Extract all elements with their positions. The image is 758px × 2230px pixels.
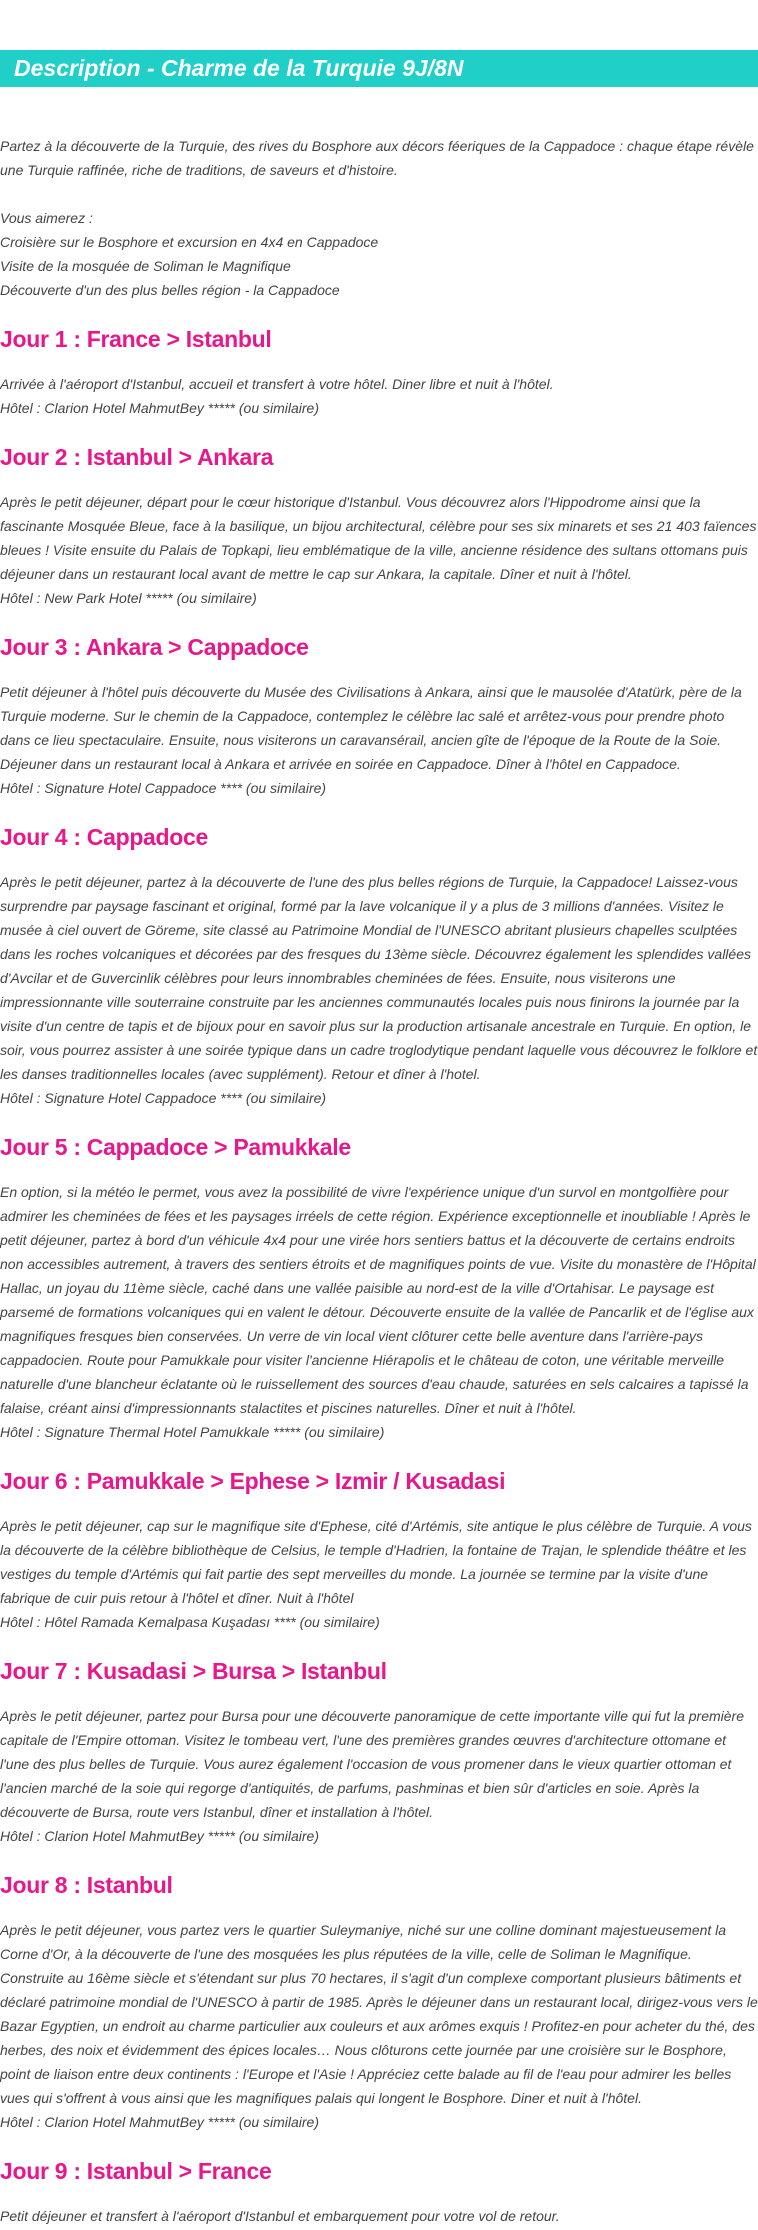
day-title: Jour 4 : Cappadoce [0, 824, 209, 850]
day-description: Après le petit déjeuner, vous partez vers le quartier Suleymaniye, niché sur une colline dominant majestueusement la Corne d'Or, à la découverte de l'une des mosquées les plus réputées de la ville, celle de Soliman le Magnifique. Construite au 16ème siècle et s'étendant sur plus 70 hectares, il s'agit d'un complexe comportant plusieurs bâtiments et déclaré patrimoine mondial de l'UNESCO à partir de 1985. Après le déjeuner dans un restaurant local, dirigez-vous vers le Bazar Egyptien, un endroit au charme particulier aux couleurs et aux arômes exquis ! Profitez-en pour acheter du thé, des herbes, des noix et évidemment des épices locales… Nous clôturons cette journée par une croisière sur le Bosphore, point de liaison entre deux continents : l'Europe et l'Asie ! Appréciez cette balade au fil de l'eau pour admirer les belles vues qui s'offrent à vous ainsi que les magnifiques palais qui longent le Bosphore. Diner et nuit à l'hôtel. [0, 1922, 758, 2106]
day-hotel: Hôtel : New Park Hotel ***** (ou similaire) [0, 590, 257, 606]
day-title: Jour 3 : Ankara > Cappadoce [0, 634, 309, 660]
day-section-6 [0, 1466, 758, 1634]
day-description: En option, si la météo le permet, vous avez la possibilité de vivre l'expérience unique d'un survol en montgolfière pour admirer les cheminées de fées et les paysages irréels de cette région. Expérience exceptionnelle et inoubliable ! Après le petit déjeuner, partez à bord d'un véhicule 4x4 pour une virée hors sentiers battus et la découverte de certains endroits non accessibles autrement, à travers des sentiers étroits et de magnifiques points de vue. Visite du monastère de l'Hôpital Hallac, un joyau du 11ème siècle, caché dans une vallée paisible au nord-est de la ville d'Ortahisar. Le paysage est parsemé de formations volcaniques qui en valent le détour. Découverte ensuite de la vallée de Pancarlik et de l'église aux magnifiques fresques bien conservées. Un verre de vin local vient clôturer cette belle aventure dans l'arrière-pays cappadocien. Route pour Pamukkale pour visiter l'ancienne Hiérapolis et le château de coton, une véritable merveille naturelle d'une blancheur éclatante où le ruissellement des sources d'eau chaude, saturées en sels calcaires a tapissé la falaise, créant ainsi d'impressionnants stalactites et piscines naturelles. Dîner et nuit à l'hôtel. [0, 1184, 756, 1416]
vous-aimerez-label: Vous aimerez : [0, 210, 93, 226]
day-hotel: Hôtel : Hôtel Ramada Kemalpasa Kuşadası **** (ou similaire) [0, 1614, 380, 1630]
day-section-3 [0, 632, 758, 800]
description-banner: Description - Charme de la Turquie 9J/8N [0, 50, 758, 87]
day-hotel: Hôtel : Signature Thermal Hotel Pamukkale ***** (ou similaire) [0, 1424, 385, 1440]
day-section-8 [0, 1870, 758, 2134]
day-title: Jour 8 : Istanbul [0, 1872, 173, 1898]
day-hotel: Hôtel : Clarion Hotel MahmutBey ***** (ou similaire) [0, 1828, 320, 1844]
day-title: Jour 7 : Kusadasi > Bursa > Istanbul [0, 1658, 387, 1684]
highlight-item: Croisière sur le Bosphore et excursion en 4x4 en Cappadoce [0, 234, 379, 250]
day-title: Jour 2 : Istanbul > Ankara [0, 444, 274, 470]
day-section-7 [0, 1656, 758, 1848]
highlight-item: Visite de la mosquée de Soliman le Magnifique [0, 258, 291, 274]
day-title: Jour 1 : France > Istanbul [0, 326, 272, 352]
day-hotel: Hôtel : Signature Hotel Cappadoce **** (ou similaire) [0, 780, 327, 796]
day-section-2 [0, 442, 758, 610]
day-title: Jour 5 : Cappadoce > Pamukkale [0, 1134, 351, 1160]
highlight-item: Découverte d'un des plus belles région - la Cappadoce [0, 282, 340, 298]
day-description: Arrivée à l'aéroport d'Istanbul, accueil et transfert à votre hôtel. Diner libre et nuit à l'hôtel. [0, 376, 554, 392]
day-description: Petit déjeuner et transfert à l'aéroport d'Istanbul et embarquement pour votre vol de retour. [0, 2208, 560, 2224]
intro-section [0, 134, 758, 302]
day-description: Après le petit déjeuner, cap sur le magnifique site d'Ephese, cité d'Artémis, site antique le plus célèbre de Turquie. A vous la découverte de la célèbre bibliothèque de Celsius, le temple d'Hadrien, la fontaine de Trajan, le splendide théâtre et les vestiges du temple d'Artémis qui fait partie des sept merveilles du monde. La journée se termine par la visite d'une fabrique de cuir puis retour à l'hôtel et dîner. Nuit à l'hôtel [0, 1518, 752, 1606]
day-title: Jour 6 : Pamukkale > Ephese > Izmir / Kusadasi [0, 1468, 506, 1494]
day-section-1 [0, 324, 758, 420]
day-description: Petit déjeuner à l'hôtel puis découverte du Musée des Civilisations à Ankara, ainsi que le mausolée d'Atatürk, père de la Turquie moderne. Sur le chemin de la Cappadoce, contemplez le célèbre lac salé et arrêtez-vous pour prendre photo dans ce lieu spectaculaire. Ensuite, nous visiterons un caravansérail, ancien gîte de l'époque de la Route de la Soie. Déjeuner dans un restaurant local à Ankara et arrivée en soirée en Cappadoce. Dîner à l'hôtel en Cappadoce. [0, 684, 742, 772]
day-description: Après le petit déjeuner, départ pour le cœur historique d'Istanbul. Vous découvrez alors l'Hippodrome ainsi que la fascinante Mosquée Bleue, face à la basilique, un bijou architectural, célèbre pour ses six minarets et ses 21 403 faïences bleues ! Visite ensuite du Palais de Topkapi, lieu emblématique de la ville, ancienne résidence des sultans ottomans puis déjeuner dans un restaurant local avant de mettre le cap sur Ankara, la capitale. Dîner et nuit à l'hôtel. [0, 494, 757, 582]
intro-paragraph: Partez à la découverte de la Turquie, des rives du Bosphore aux décors féeriques de la Cappadoce : chaque étape révèle une Turquie raffinée, riche de traditions, de saveurs et d'histoire. [0, 138, 754, 178]
day-hotel: Hôtel : Clarion Hotel MahmutBey ***** (ou similaire) [0, 400, 320, 416]
day-hotel: Hôtel : Signature Hotel Cappadoce **** (ou similaire) [0, 1090, 327, 1106]
day-description: Après le petit déjeuner, partez pour Bursa pour une découverte panoramique de cette importante ville qui fut la première capitale de l'Empire ottoman. Visitez le tombeau vert, l'une des premières grandes œuvres d'architecture ottomane et l'une des plus belles de Turquie. Vous aurez également l'occasion de vous promener dans le vieux quartier ottoman et l'ancien marché de la soie qui regorge d'antiquités, de parfums, pashminas et bien sûr d'articles en soie. Après la découverte de Bursa, route vers Istanbul, dîner et installation à l'hôtel. [0, 1708, 744, 1820]
day-title: Jour 9 : Istanbul > France [0, 2158, 272, 2184]
day-section-5 [0, 1132, 758, 1444]
day-section-4 [0, 822, 758, 1110]
day-description: Après le petit déjeuner, partez à la découverte de l'une des plus belles régions de Turquie, la Cappadoce! Laissez-vous surprendre par paysage fascinant et original, formé par la lave volcanique il y a plus de 3 millions d'années. Visitez le musée à ciel ouvert de Göreme, site classé au Patrimoine Mondial de l'UNESCO abritant plusieurs chapelles sculptées dans les roches volcaniques et décorées par des fresques du 13ème siècle. Découvrez également les splendides vallées d'Avcilar et de Guvercinlik célèbres pour leurs innombrables cheminées de fées. Ensuite, nous visiterons une impressionnante ville souterraine construite par les anciennes communautés locales puis nous finirons la journée par la visite d'un centre de tapis et de bijoux pour en savoir plus sur la production artisanale ancestrale en Turquie. En option, le soir, vous pourrez assister à une soirée typique dans un cadre troglodytique pendant laquelle vous découvrez le folklore et les danses traditionnelles locales (avec supplément). Retour et dîner à l'hotel. [0, 874, 758, 1082]
day-section-9 [0, 2156, 758, 2228]
day-hotel: Hôtel : Clarion Hotel MahmutBey ***** (ou similaire) [0, 2114, 320, 2130]
